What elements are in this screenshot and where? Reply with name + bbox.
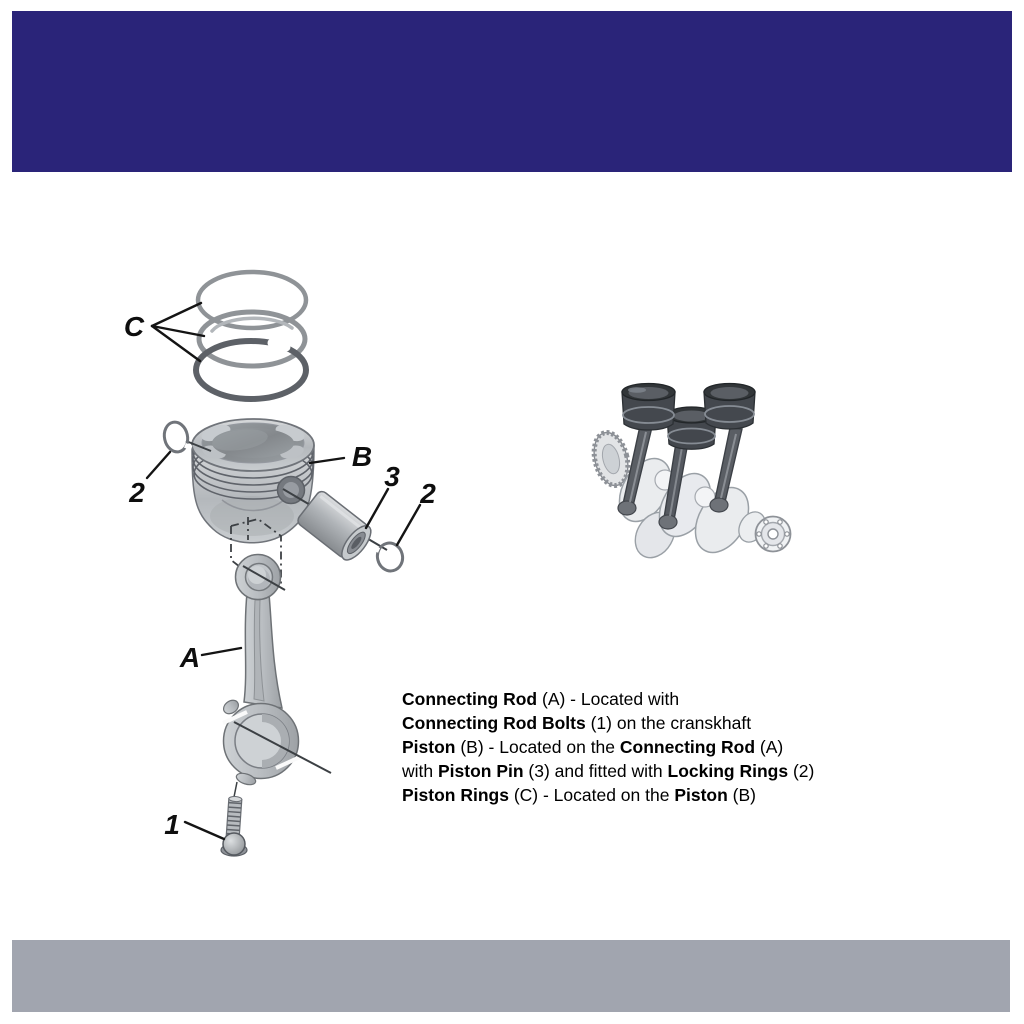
connecting-rod-illustration xyxy=(221,555,331,787)
description-line: Connecting Rod Bolts (1) on the cranskhaft xyxy=(402,713,752,733)
assembly-piston-right xyxy=(704,384,755,430)
footer-band xyxy=(12,940,1010,1012)
description-line: with Piston Pin (3) and fitted with Locking Rings (2) xyxy=(402,761,815,781)
piston-rings-illustration xyxy=(196,272,306,399)
connecting-rod-bolt-illustration xyxy=(221,782,247,856)
label-piston: B xyxy=(351,441,373,472)
label-connecting-rod: A xyxy=(179,642,201,673)
crankshaft-assembly-illustration xyxy=(589,384,791,565)
locking-ring-left-illustration xyxy=(162,420,192,454)
description-line: Piston Rings (C) - Located on the Piston (B) xyxy=(402,785,757,805)
label-piston-pin: 3 xyxy=(384,461,400,492)
label-piston-rings: C xyxy=(123,311,145,342)
description-line: Connecting Rod (A) - Located with xyxy=(402,689,680,709)
description-line: Piston (B) - Located on the Connecting Rod (A) xyxy=(402,737,784,757)
piston-illustration xyxy=(192,419,314,543)
label-locking-ring-left: 2 xyxy=(129,477,145,508)
header-band xyxy=(12,11,1012,172)
label-locking-ring-right: 2 xyxy=(420,478,436,509)
parts-description xyxy=(402,687,922,807)
assembly-piston-left xyxy=(622,384,675,431)
label-bolt: 1 xyxy=(164,809,180,840)
